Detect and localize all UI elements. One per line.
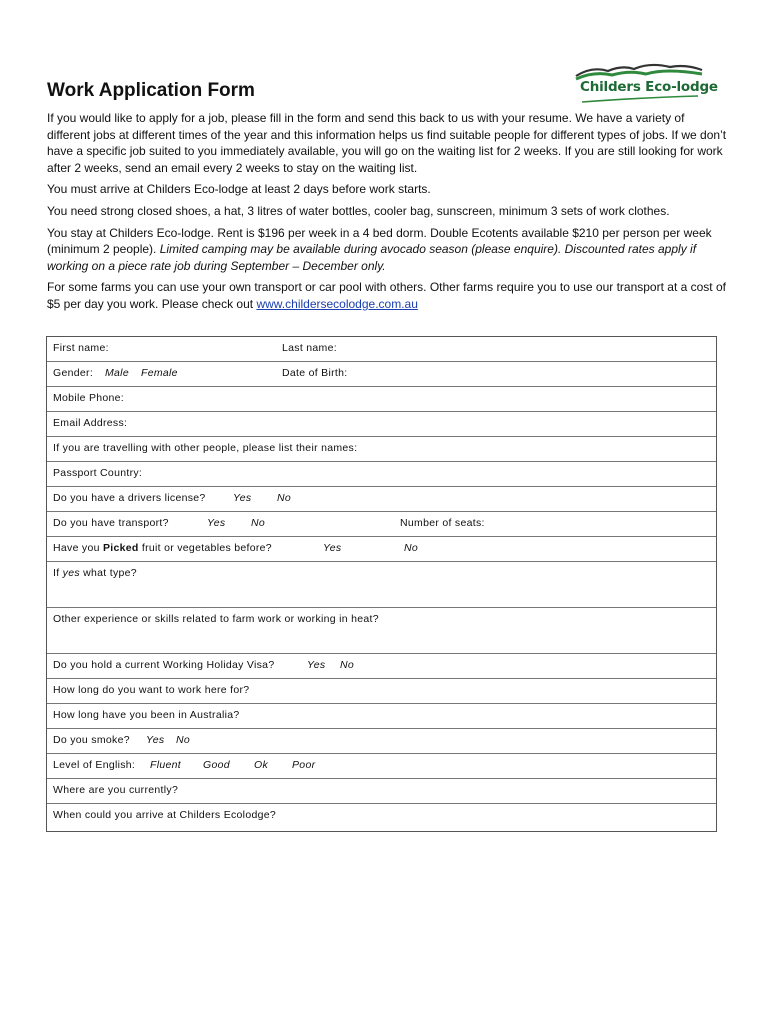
intro-paragraph-1: If you would like to apply for a job, please fill in the form and send this back to us with your resume. We have a variety of different jobs at different times of the year and this information helps us find suitable people for different types of jobs. If we don’t have a specific job suited to you immediately available, you will go on the waiting list for 2 weeks. If you are still looking for work after 2 weeks, send an email every 2 weeks to stay on the waiting list.: [47, 111, 727, 175]
current-location-field[interactable]: Where are you currently?: [53, 784, 179, 796]
passport-country-field[interactable]: Passport Country:: [53, 467, 143, 479]
first-name-field[interactable]: First name:: [53, 342, 109, 354]
camping-note: Limited camping may be available during avocado season (please enquire). Discounted rates apply if working on a piece rate job during September – December only.: [47, 242, 697, 273]
row-experience: [47, 608, 716, 654]
drivers-license-label: Do you have a drivers license?: [53, 492, 206, 504]
intro-text: [47, 110, 737, 318]
row-picked: [47, 537, 716, 562]
australia-duration-field[interactable]: How long have you been in Australia?: [53, 709, 240, 721]
row-visa: [47, 654, 716, 679]
visa-no[interactable]: No: [340, 659, 355, 671]
picked-yes[interactable]: Yes: [323, 542, 342, 554]
row-smoke: [47, 729, 716, 754]
smoke-yes[interactable]: Yes: [146, 734, 165, 746]
rent-text: You stay at Childers Eco-lodge. Rent is $196 per week in a 4 bed dorm. Double Ecotents available $210 per person per week (minimum 2 people).: [47, 225, 712, 257]
transport-no[interactable]: No: [251, 517, 266, 529]
visa-yes[interactable]: Yes: [307, 659, 326, 671]
english-fluent[interactable]: Fluent: [150, 759, 181, 771]
row-gender: [47, 362, 716, 387]
row-current-location: [47, 779, 716, 804]
english-ok[interactable]: Ok: [254, 759, 269, 771]
page-title: Work Application Form: [47, 80, 255, 101]
travelling-companions-field[interactable]: If you are travelling with other people, please list their names:: [53, 442, 358, 454]
row-mobile: [47, 387, 716, 412]
gender-female-option[interactable]: Female: [141, 367, 178, 379]
row-work-duration: [47, 679, 716, 704]
gender-label: Gender:: [53, 367, 94, 379]
intro-paragraph-2: You must arrive at Childers Eco-lodge at least 2 days before work starts.: [47, 182, 431, 197]
application-form-table: [46, 336, 717, 832]
mobile-phone-field[interactable]: Mobile Phone:: [53, 392, 125, 404]
if-yes-type-field[interactable]: If yes what type?: [53, 567, 137, 579]
smoke-label: Do you smoke?: [53, 734, 130, 746]
gender-male-option[interactable]: Male: [105, 367, 129, 379]
last-name-field[interactable]: Last name:: [282, 342, 337, 354]
row-passport: [47, 462, 716, 487]
date-of-birth-field[interactable]: Date of Birth:: [282, 367, 348, 379]
row-if-yes-type: [47, 562, 716, 608]
visa-label: Do you hold a current Working Holiday Visa?: [53, 659, 275, 671]
intro-paragraph-4: [47, 225, 737, 275]
drivers-license-yes[interactable]: Yes: [233, 492, 252, 504]
row-drivers-license: [47, 487, 716, 512]
row-transport: [47, 512, 716, 537]
row-name: [47, 337, 716, 362]
work-duration-field[interactable]: How long do you want to work here for?: [53, 684, 250, 696]
english-good[interactable]: Good: [203, 759, 230, 771]
drivers-license-no[interactable]: No: [277, 492, 292, 504]
intro-paragraph-3: You need strong closed shoes, a hat, 3 litres of water bottles, cooler bag, sunscreen, minimum 3 sets of work clothes.: [47, 203, 670, 218]
row-travelling: [47, 437, 716, 462]
picked-label: Have you Picked fruit or vegetables before?: [53, 542, 272, 554]
logo-ground-swoosh: [582, 96, 698, 102]
english-level-label: Level of English:: [53, 759, 136, 771]
arrival-date-field[interactable]: When could you arrive at Childers Ecolodge?: [53, 809, 277, 821]
logo-hill-green: [576, 71, 702, 79]
row-australia-duration: [47, 704, 716, 729]
row-arrival: [47, 804, 716, 831]
transport-text: For some farms you can use your own transport or car pool with others. Other farms require you to use our transport at a cost of $5 per day you work. Please check out: [47, 280, 726, 311]
transport-yes[interactable]: Yes: [207, 517, 226, 529]
smoke-no[interactable]: No: [176, 734, 191, 746]
english-poor[interactable]: Poor: [292, 759, 316, 771]
logo-text: Childers Eco-lodge: [580, 79, 718, 95]
transport-label: Do you have transport?: [53, 517, 169, 529]
intro-paragraph-5: [47, 279, 737, 312]
row-english: [47, 754, 716, 779]
number-of-seats-field[interactable]: Number of seats:: [400, 517, 485, 529]
website-link[interactable]: www.childersecolodge.com.au: [256, 296, 418, 311]
picked-no[interactable]: No: [404, 542, 419, 554]
other-experience-field[interactable]: Other experience or skills related to farm work or working in heat?: [53, 613, 379, 625]
row-email: [47, 412, 716, 437]
email-field[interactable]: Email Address:: [53, 417, 128, 429]
